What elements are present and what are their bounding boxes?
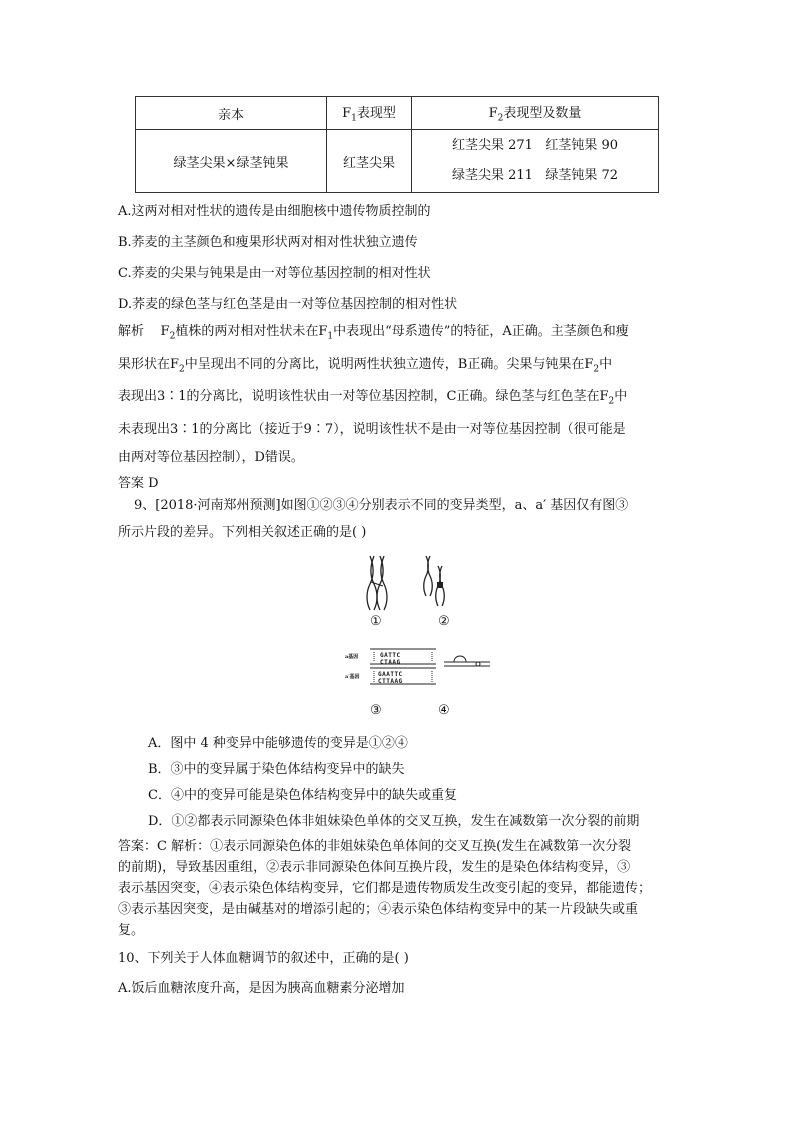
header-f2: $F_2$表现型及数量 [412,97,659,130]
seq-top-1: GATTC [380,652,401,659]
q8-option-a: A.这两对相对性状的遗传是由细胞核中遗传物质控制的 [118,204,431,219]
chromosome-pair-1-icon [367,556,387,610]
q8-option-d: D.荞麦的绿色茎与红色茎是由一对等位基因控制的相对性状 [118,297,458,312]
fig-label-3: ③ [370,703,382,718]
fig-label-1: ① [370,614,382,629]
seq-top-2: CTAAG [380,659,401,666]
chromosome-pair-2-icon [424,556,445,606]
gene-a-prime-label: a′基因 [345,674,360,680]
fig-label-4: ④ [438,703,450,718]
q9-answer-analysis: 答案：C 解析：①表示同源染色体的非姐妹染色单体间的交叉互换(发生在减数第一次分裂 的前期)，导致基因重组，②表示非同源染色体间互换片段，发生的是染色体结构变异，③ 表示基因突变，④表示染色体结构变异，它们都是遗传物质发生改变引起的变异，都能遗传； ③表示基因突变，是由碱基对的增添引起的；④表示染色体结构变异中的某一片段缺失或重 复。 [118,839,652,938]
q8-answer: 答案 D [118,476,159,491]
q9-option-c: C．④中的变异可能是染色体结构变异中的缺失或重复 [148,788,457,803]
f2-row2: 绿茎尖果 211 绿茎钝果 72 [451,168,619,183]
q9-stem-line1: 9、[2018·河南郑州预测]如图①②③④分别表示不同的变异类型，a、a′ 基因仅有图③ [134,498,629,513]
header-parents: 亲本 [136,97,327,130]
q9-stem-line2: 所示片段的差异。下列相关叙述正确的是( ) [118,525,367,540]
q10-stem: 10、下列关于人体血糖调节的叙述中，正确的是( ) [118,951,409,966]
q9-option-d: D．①②都表示同源染色体非姐妹染色单体的交叉互换，发生在减数第一次分裂的前期 [148,814,640,829]
cell-parents: 绿茎尖果×绿茎钝果 [136,130,327,193]
q8-option-c: C.荞麦的尖果与钝果是由一对等位基因控制的相对性状 [118,266,431,281]
q8-analysis: 解析 $F_2$植株的两对相对性状未在$F_1$中表现出“母系遗传”的特征，A正确。主茎颜色和瘦 果形状在$F_2$中呈现出不同的分离比，说明两性状独立遗传，B正确。尖果与钝果在$F_2$中 表现出3∶1的分离比，说明该性状由一对等位基因控制，C正确。绿色茎与红色茎在$F_2$中 未表现出3∶1的分离比（接近于9∶7），说明该性状不是由一对等位基因控制（很可能是 由两对等位基因控制），D错误。 [118,324,629,465]
f2-row1: 红茎尖果 271 红茎钝果 90 [451,138,619,153]
chromosome-loop-icon [442,652,492,676]
q8-option-b: B.荞麦的主茎颜色和瘦果形状两对相对性状独立遗传 [118,235,418,250]
cell-f1: 红茎尖果 [327,130,412,193]
cell-f2 [412,130,659,193]
fig-label-2: ② [438,614,450,629]
table-header-row [136,97,659,130]
q9-option-b: B．③中的变异属于染色体结构变异中的缺失 [148,762,405,777]
seq-bottom-1: GAATTC [378,671,403,678]
header-f1: $F_1$表现型 [327,97,412,130]
q10-option-a: A.饭后血糖浓度升高，是因为胰高血糖素分泌增加 [118,981,405,996]
table-row [136,130,659,193]
seq-bottom-2: CTTAAG [378,678,403,685]
gene-a-label: a基因 [345,654,359,660]
genetics-table [135,96,659,193]
q9-option-a: A．图中 4 种变异中能够遗传的变异是①②④ [148,736,408,751]
